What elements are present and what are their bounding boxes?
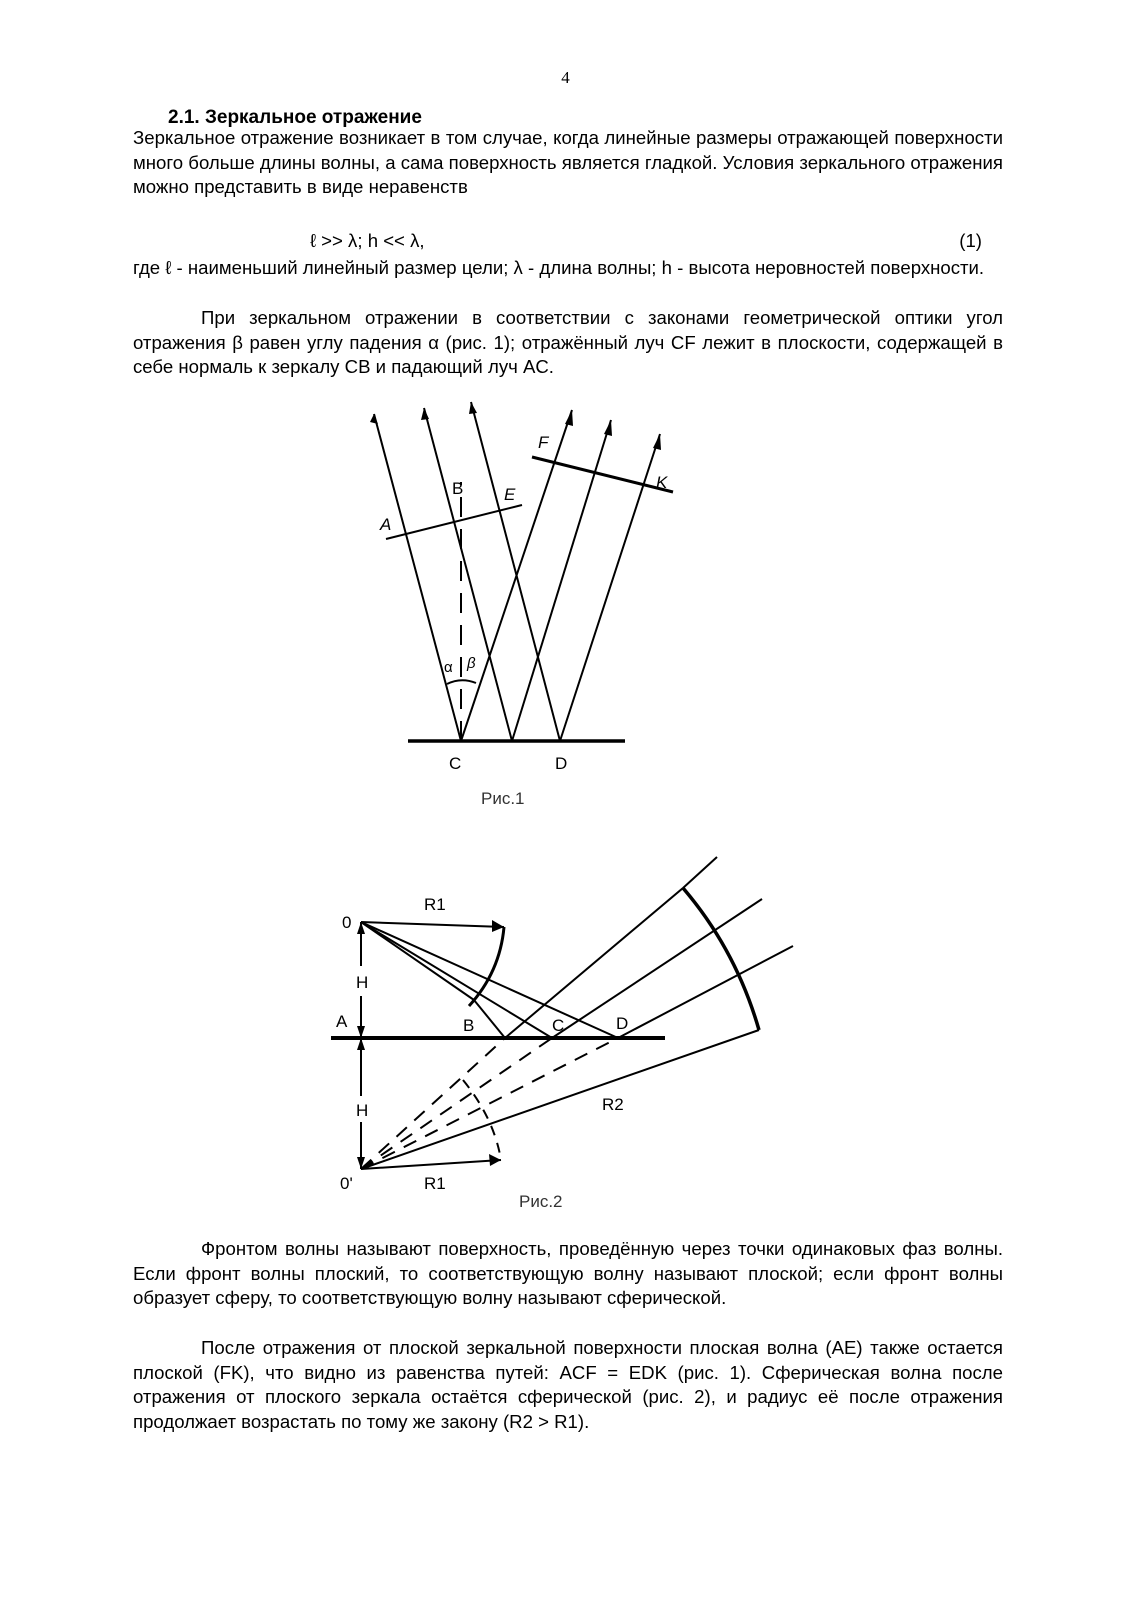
fig2-reflected-ray-B-ext <box>683 857 717 888</box>
fig2-label-D: D <box>616 1014 629 1033</box>
fig2-ray-O-B-part <box>361 922 474 1000</box>
fig2-virtual-ray-C <box>361 1038 552 1169</box>
page-number: 4 <box>561 68 570 87</box>
fig2-label-R1-top: R1 <box>424 895 446 914</box>
paragraph-definitions: где ℓ - наименьший линейный размер цели; λ - длина волны; h - высота неровностей поверхности. <box>133 257 985 278</box>
fig2-virtual-ray-B <box>361 1038 505 1169</box>
fig2-reflected-ray-B <box>505 888 683 1038</box>
fig2-label-O: 0 <box>342 913 352 932</box>
fig2-ray-R2 <box>361 1030 759 1169</box>
fig2-label-R2: R2 <box>602 1095 624 1114</box>
fig2-label-H-top: H <box>356 973 369 992</box>
fig2-label-O-prime: 0' <box>340 1174 353 1193</box>
fig2-virtual-ray-D <box>361 1038 618 1169</box>
fig1-label-F: F <box>538 433 549 452</box>
fig2-ray-O-C <box>361 922 552 1038</box>
fig1-label-C: C <box>449 754 462 773</box>
fig2-label-C: C <box>552 1016 565 1035</box>
fig1-label-D: D <box>555 754 568 773</box>
paragraph-wavefront: Фронтом волны называют поверхность, проведённую через точки одинаковых фаз волны. Если фронт волны плоский, то соответствующую волну называют плоской; если фронт волны образует сферу, то соответствующую волну называют сферической. <box>133 1238 1003 1308</box>
fig1-label-alpha: α <box>444 659 453 676</box>
formula-expression: ℓ >> λ; h << λ, <box>310 230 425 251</box>
fig2-arc-R1-top <box>469 927 504 1006</box>
figure-2-caption: Рис.2 <box>519 1192 563 1211</box>
fig2-label-B: B <box>463 1016 475 1035</box>
fig1-label-beta: β <box>467 655 476 672</box>
fig1-label-B: B <box>452 479 464 498</box>
formula-number: (1) <box>959 230 982 251</box>
fig2-ray-O-R1 <box>361 922 504 927</box>
fig1-label-K: K <box>656 473 668 492</box>
paragraph-after-reflection: После отражения от плоской зеркальной поверхности плоская волна (AE) также остается плоской (FK), что видно из равенства путей: ACF = EDK (рис. 1). Сферическая волна после отражения от плоского зеркала остаётся сферической (рис. 2), и радиус её после отражения продолжает возрастать по тому же закону (R2 > R1). <box>133 1337 1003 1432</box>
fig1-label-E: E <box>504 485 516 504</box>
fig2-reflected-ray-D <box>618 946 793 1038</box>
section-heading: 2.1. Зеркальное отражение <box>168 107 422 128</box>
fig2-label-R1-bottom: R1 <box>424 1174 446 1193</box>
paragraph-reflection-law: При зеркальном отражении в соответствии с законами геометрической оптики угол отражения β равен углу падения α (рис. 1); отражённый луч CF лежит в плоскости, содержащей в себе нормаль к зеркалу CB и падающий луч AC. <box>133 307 1003 377</box>
fig2-arrowhead-R1-bottom <box>489 1154 501 1166</box>
paragraph-intro: Зеркальное отражение возникает в том случае, когда линейные размеры отражающей поверхности много больше длины волны, а сама поверхность является гладкой. Условия зеркального отражения можно представить в виде неравенств <box>133 127 1003 197</box>
fig2-label-A: A <box>336 1012 348 1031</box>
figure-1-caption: Рис.1 <box>481 789 525 808</box>
fig1-label-A: A <box>380 515 392 534</box>
fig2-arc-R1-bottom <box>463 1080 501 1160</box>
fig2-label-H-bottom: H <box>356 1101 369 1120</box>
